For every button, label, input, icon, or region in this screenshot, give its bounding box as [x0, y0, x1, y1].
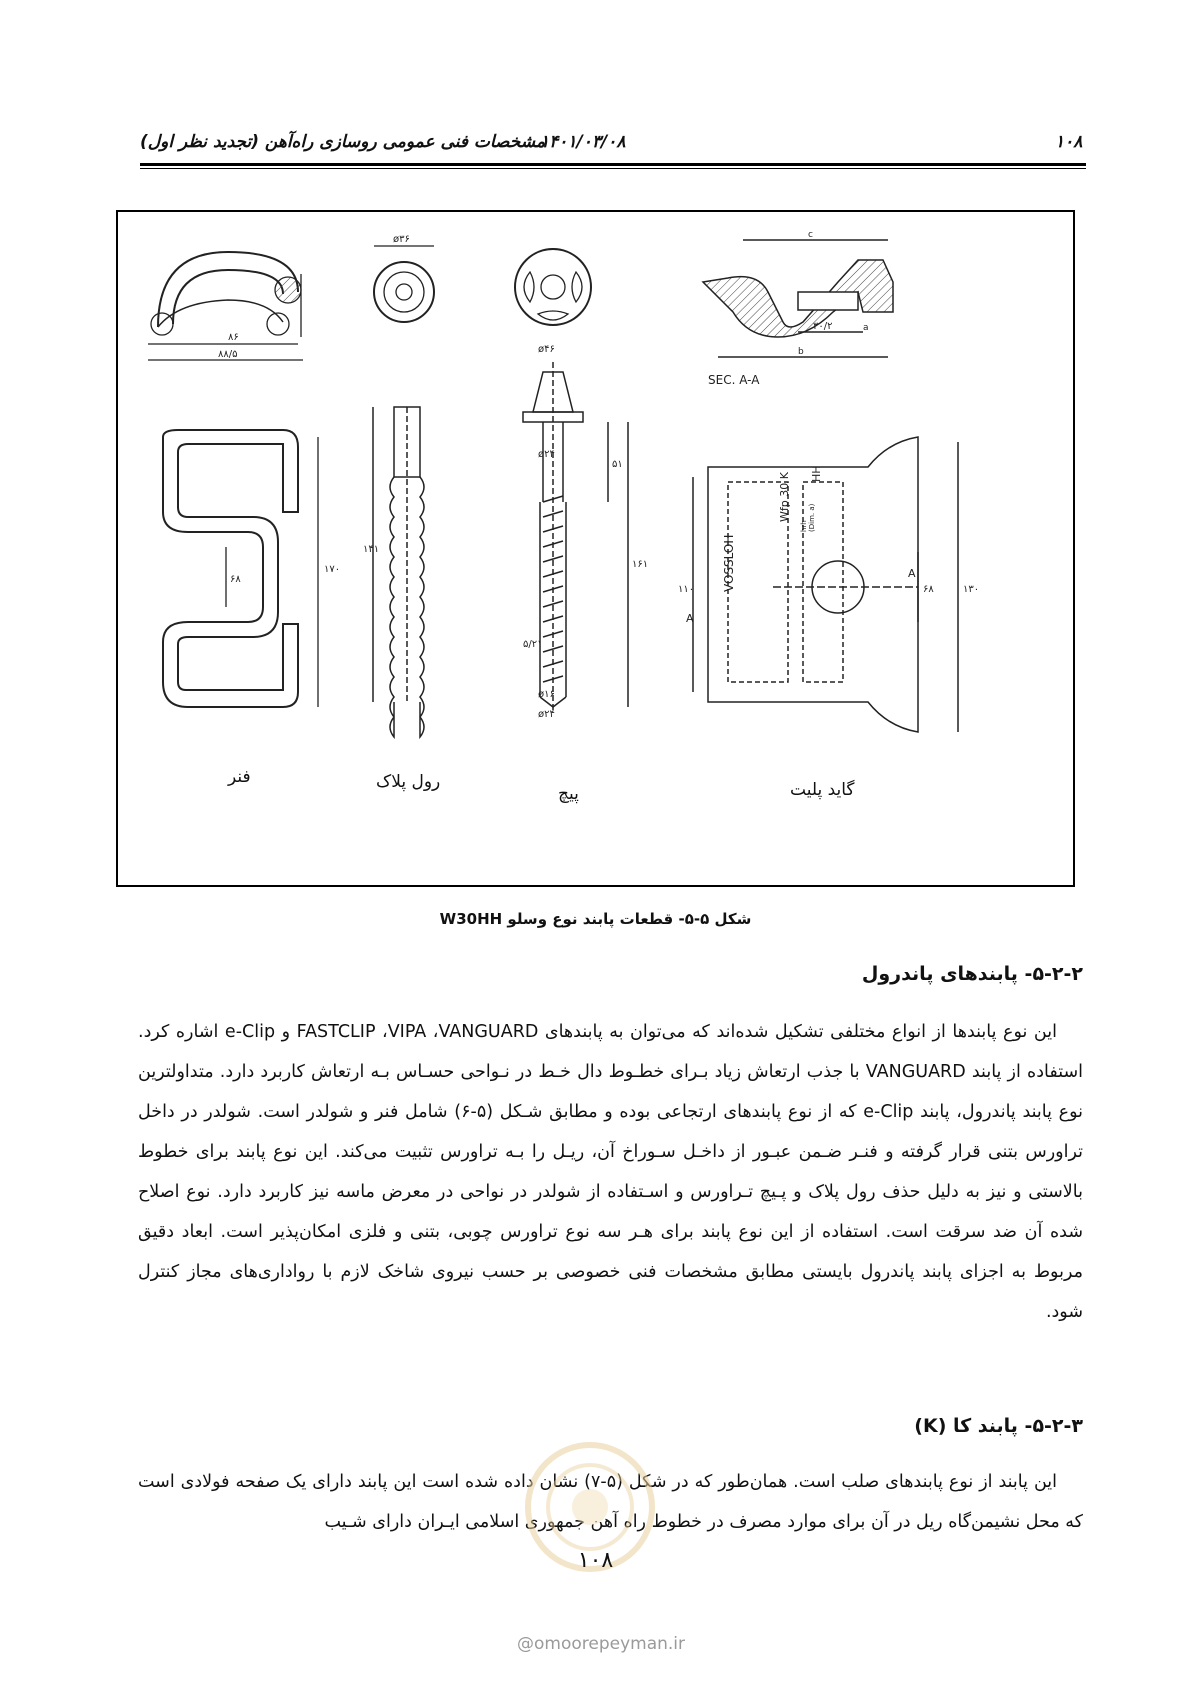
spring-side-view	[148, 252, 303, 360]
dim-screw-d2: ø۲۴	[538, 709, 555, 720]
label-spring: فنر	[228, 767, 251, 787]
dim-plate-w1: ۱۱۰	[678, 584, 695, 595]
header-page-number: ۱۰۸	[1055, 132, 1083, 152]
dim-screw-collar: ø۲۴	[538, 449, 555, 460]
figure-caption: شکل ۵-۵- قطعات پابند نوع وسلو W30HH	[439, 910, 752, 928]
watermark-text: @omoorepeyman.ir	[517, 1634, 686, 1654]
dim-spring-gap: ۶۸	[230, 574, 241, 585]
dim-plug-len: ۱۴۱	[363, 544, 380, 555]
dim-sec-c: c	[808, 230, 813, 240]
header-rule-thin	[140, 168, 1086, 169]
section-heading-pandrol: ۵-۲-۲- پابندهای پاندرول	[861, 963, 1083, 985]
dim-plug-d: ø۳۶	[393, 234, 410, 245]
dim-sec-b: b	[798, 347, 804, 357]
section-heading-k: ۵-۲-۳- پابند کا (K)	[914, 1415, 1083, 1437]
arrow-a-right: A	[908, 567, 916, 580]
page-number: ۱۰۸	[577, 1548, 614, 1573]
fastening-drawing	[118, 212, 1077, 889]
header-title: مشخصات فنی عمومی روسازی راه‌آهن (تجدید نظر اول)	[140, 132, 546, 152]
figure-frame	[116, 210, 1075, 887]
label-wfp: Wfp 30 K	[778, 472, 791, 522]
dim-screw-d1: ø۱۶	[538, 689, 555, 700]
rawlplug-side-view	[373, 407, 424, 737]
spring-plan-view	[163, 430, 298, 707]
label-hh: HH	[810, 465, 823, 482]
paragraph-pandrol: این نوع پابندها از انواع مختلفی تشکیل شده‌اند که می‌توان به پابندهای FASTCLIP ،VIPA ،VANGUARD و e-Clip اشاره کرد. استفاده از پابند VANGUARD با جذب ارتعاش زیاد بـرای خطـوط دال خـط در نـواحی حسـاس بـه ارتعاش کاربرد دارد. متداولترین نوع پابند پاندرول، پابند e-Clip که از نوع پابندهای ارتجاعی بوده و مطابق شـکل (۵-۶) شامل فنر و شولدر است. شولدر در داخل تراورس بتنی قرار گرفته و فنـر ضـمن عبـور از داخـل سـوراخ آن، ریـل را بـه تراورس تثبیت می‌کند. این نوع پابند برای خطوط بالاستی و نیز به دلیل حذف رول پلاک و پـیچ تـراورس و اسـتفاده از شولدر در نواحی در معرض ماسه نیز کاربرد دارد. نوع اصلاح شده آن ضد سرقت است. استفاده از این نوع پابند برای هـر سه نوع تراورس چوبی، بتنی و فلزی امکان‌پذیر است. ابعاد دقیق مربوط به اجزای پابند پاندرول بایستی مطابق مشخصات فنی خصوصی بر حسب نیروی شاخک لازم با رواداری‌های مجاز کنترل شود.	[138, 1022, 1084, 1322]
dim-screw-thread: ۵۱	[612, 459, 623, 470]
screw-side-view	[523, 362, 628, 712]
rawlplug-top-view	[374, 246, 434, 322]
header-rule-thick	[140, 163, 1086, 166]
dim-sec-302: ۳۰/۲	[813, 321, 833, 332]
dim-screw-len: ۱۶۱	[632, 559, 649, 570]
label-hrh: hrh	[800, 520, 808, 532]
guide-plate-section	[703, 240, 893, 357]
dim-sec-a: a	[863, 323, 869, 333]
paragraph-k: این پابند از نوع پابندهای صلب است. همان‌طور که در شکل (۵-۷) نشان داده شده است این پابند دارای یک صفحه فولادی است که محل نشیمن‌گاه ریل در آن برای موارد مصرف در خطوط راه آهن جمهوری اسلامی ایـران دارای شـیب	[138, 1472, 1083, 1532]
label-rawlplug: رول پلاک	[376, 772, 441, 792]
dim-spring-w1: ۸۶	[228, 332, 239, 343]
section-label: SEC. A-A	[708, 373, 760, 387]
dim-spring-len: ۱۷۰	[324, 564, 341, 575]
dim-screw-pitch: ۵/۲۱	[523, 639, 543, 650]
dim-plate-68: ۶۸	[923, 584, 934, 595]
dim-plate-w2: ۱۳۰	[963, 584, 980, 595]
dim-screw-head: ø۴۶	[538, 344, 555, 355]
label-screw: پیچ	[558, 784, 579, 804]
label-guide-plate: گاید پلیت	[790, 780, 855, 800]
screw-top-view	[515, 249, 591, 325]
header-date: ۱۴۰۱/۰۳/۰۸	[540, 132, 626, 152]
label-dim-note: (Dim. a)	[808, 503, 816, 532]
label-vossloh: VOSSLOH	[722, 534, 736, 592]
dim-spring-w2: ۸۸/۵	[218, 349, 238, 360]
arrow-a-left: A	[686, 612, 694, 625]
section-body-pandrol	[138, 1012, 1083, 1332]
